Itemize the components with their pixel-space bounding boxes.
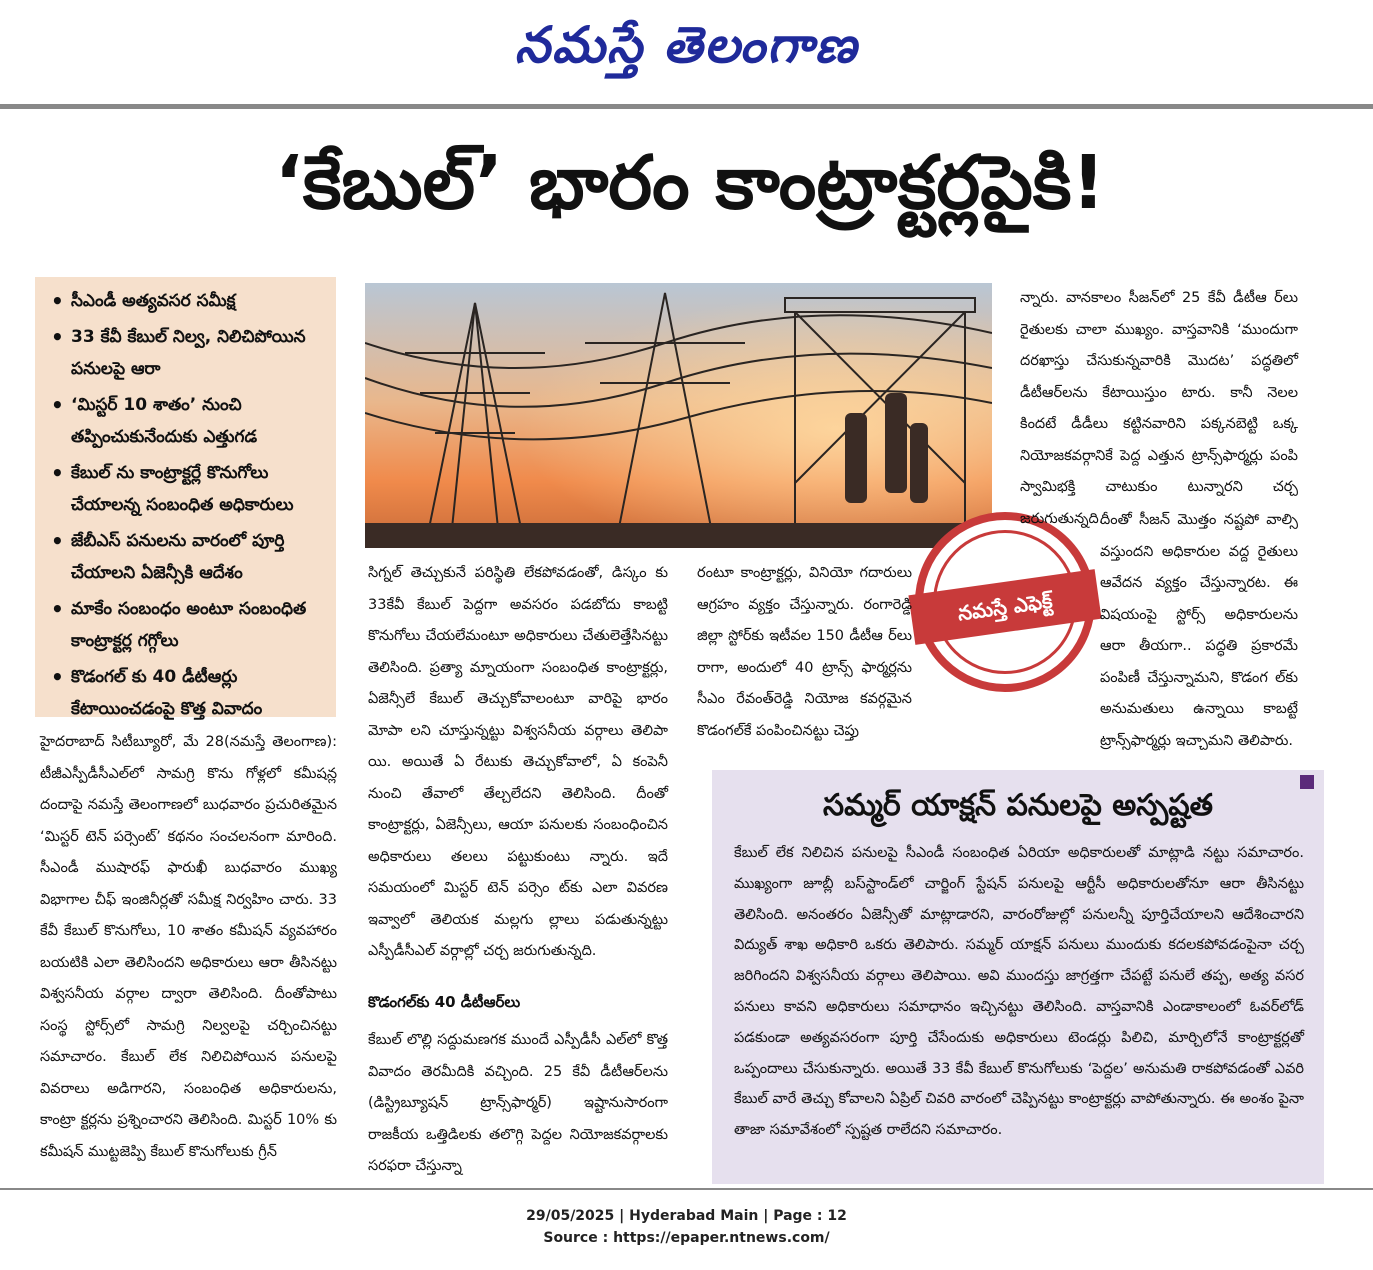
highlight-item: • 33 కేవీ కేబుల్ నిల్వ, నిలిచిపోయిన పనులపై ఆరా — [51, 321, 328, 385]
footer-line-2: Source : https://epaper.ntnews.com/ — [543, 1230, 830, 1246]
masthead-rule — [0, 104, 1373, 109]
footer-line-1: 29/05/2025 | Hyderabad Main | Page : 12 — [526, 1208, 847, 1224]
article-column-4 — [1020, 283, 1298, 535]
footer-rule — [0, 1188, 1373, 1190]
highlight-item: • జేబీఎస్ పనులను వారంలో పూర్తి చేయాలని ఏజెన్సీకి ఆదేశం — [51, 525, 328, 589]
article-column-2 — [368, 558, 668, 968]
highlight-item: • మాకేం సంబంధం అంటూ సంబంధిత కాంట్రాక్టర్ల గగ్గోలు — [51, 593, 328, 657]
highlight-item: • ‘మిస్టర్ 10 శాతం’ నుంచి తప్పించుకునేందుకు ఎత్తుగడ — [51, 389, 328, 453]
box-title: సమ్మర్ యాక్షన్ పనులపై అస్పష్టత — [823, 788, 1213, 823]
column-2-text: సిగ్నల్ తెచ్చుకునే పరిస్థితి లేకపోవడంతో, డిస్కం కు 33కేవీ కేబుల్ పెద్దగా అవసరం పడబోదు కాబట్టి కొనుగోలు చేయలేమంటూ అధికారులు చేతులెత్తేసినట్టు తెలిసింది. ప్రత్యా మ్నాయంగా సంబంధిత కాంట్రాక్టర్లు, ఏజెన్సీలే కేబుల్ తెచ్చుకోవాలంటూ వారిపై భారం మోపా లని చూస్తున్నట్టు విశ్వసనీయ వర్గాలు తెలిపా యి. అయితే ఏ రేటుకు తెచ్చుకోవాలో, ఏ కంపెనీ నుంచి తేవాలో తేల్చలేదని తెలిసింది. దీంతో కాంట్రాక్టర్లు, ఏజెన్సీలు, ఆయా పనులకు సంబంధించిన అధికారులు తలలు పట్టుకుంటు న్నారు. ఇదే సమయంలో మిస్టర్ టెన్ పర్సెం ట్‌కు ఎలా వివరణ ఇవ్వాలో తెలియక మల్లగు ల్లాలు పడుతున్నట్టు ఎస్పీడీసీఎల్ వర్గాల్లో చర్చ జరుగుతున్నది. — [368, 565, 668, 959]
highlight-item: • సీఎండీ అత్యవసర సమీక్ష — [51, 285, 328, 317]
stamp-label: నమస్తే ఎఫెక్ట్ — [908, 569, 1101, 645]
box-body-text: కేబుల్ లేక నిలిచిన పనులపై సీఎండీ సంబంధిత ఏరియా అధికారులతో మాట్లాడి నట్టు సమాచారం. ముఖ్యంగా జూబ్లీ బస్‌స్టాండ్‌లో చార్జింగ్ స్టేషన్ పనులపై ఆర్టీసీ అధికారులతోనూ ఆరా తీసినట్టు తెలిసింది. అనంతరం ఏజెన్సీతో మాట్లాడారని, వారంరోజుల్లో పనులన్నీ పూర్తిచేయాలని ఆదేశించారని విద్యుత్ శాఖ అధికారి ఒకరు తెలిపారు. సమ్మర్ యాక్షన్ పనులు ముందుకు కదలకపోవడంపైనా చర్చ జరిగిందని విశ్వసనీయ వర్గాలు తెలిపాయి. అవి ముందస్తు జాగ్రత్తగా చేపట్టే పనులే తప్ప, అత్య వసర పనులు కావని అధికారులు సమాధానం ఇచ్చినట్టు తెలిసింది. వాస్తవానికి ఎండాకాలంలో ఓవర్‌లోడ్ పడకుండా అత్యవసరంగా పూర్తి చేసేందుకు అధికారులు టెండర్లు పిలిచి, మార్చిలోనే కాంట్రాక్టర్లతో ఒప్పందాలు చేసుకున్నారు. అయితే 33 కేవీ కేబుల్ కొనుగోలుకు ‘పెద్దల’ అనుమతి రాకపోవడంతో ఎవరి కేబుల్ వారే తెచ్చు కోవాలని ఏప్రిల్ చివరి వారంలో చెప్పినట్టు కాంట్రాక్టర్లు వాపోతున్నారు. ఈ అంశం పైనా తాజా సమావేశంలో స్పష్టత రాలేదని సమాచారం. — [734, 845, 1304, 1139]
headline: ‘కేబుల్’ భారం కాంట్రాక్టర్లపైకి! — [274, 140, 1106, 226]
column-1-text: హైదరాబాద్ సిటీబ్యూరో, మే 28(నమస్తే తెలంగాణ): టీజీఎస్పీడీసీఎల్‌లో సామగ్రి కొను గోళ్లలో కమీషన్ల దందాపై నమస్తే తెలంగాణలో బుధవారం ప్రచురితమైన ‘మిస్టర్ టెన్ పర్సెంట్’ కథనం సంచలనంగా మారింది. సీఎండీ ముషారఫ్ ఫారుఖీ బుధవారం ముఖ్య విభాగాల చీఫ్ ఇంజినీర్లతో సమీక్ష నిర్వహిం చారు. 33 కేవీ కేబుల్ కొనుగోలు, 10 శాతం కమీషన్ వ్యవహారం బయటికి ఎలా తెలిసిందని అధికారులు ఆరా తీసినట్టు విశ్వసనీయ వర్గాల ద్వారా తెలిసింది. దీంతోపాటు సంస్థ స్టోర్స్‌లో సామగ్రి నిల్వలపై చర్చించినట్టు సమాచారం. కేబుల్ లేక నిలిచిపోయిన పనులపై వివరాలు అడిగారని, సంబంధిత అధికారులను, కాంట్రా క్టర్లను ప్రశ్నించారని తెలిసింది. మిస్టర్ 10% కు కమీషన్ ముట్టజెప్పి కేబుల్ కొనుగోలుకు గ్రీన్ — [40, 734, 337, 1160]
highlights-list — [51, 285, 328, 725]
highlight-item: • కొడంగల్ కు 40 డీటీఆర్లు కేటాయించడంపై కొత్త వివాదం — [51, 661, 328, 725]
namaste-effect-stamp — [915, 512, 1095, 692]
highlight-item: • కేబుల్ ను కాంట్రాక్టర్లే కొనుగోలు చేయాలన్న సంబంధిత అధికారులు — [51, 457, 328, 521]
summer-action-box — [712, 770, 1324, 1184]
power-towers-photo — [365, 283, 992, 548]
article-column-2b — [368, 1025, 668, 1183]
subheading-kodangal: కొడంగల్‌కు 40 డీటీఆర్‌లు — [368, 993, 521, 1011]
column-4b-text: దీంతో సీజన్ మొత్తం నష్టపో వాల్సి వస్తుందని అధికారుల వద్ద రైతులు ఆవేదన వ్యక్తం చేస్తున్నారట. ఈ విషయంపై స్టోర్స్ అధికారులను ఆరా తీయగా.. పద్ధతి ప్రకారమే పంపిణీ చేస్తున్నామని, కొడంగ ల్‌కు అనుమతులు ఉన్నాయి కాబట్టే ట్రాన్స్‌ఫార్మర్లు ఇచ్చామని తెలిపారు. — [1100, 512, 1298, 749]
column-2b-text: కేబుల్ లొల్లి సద్దుమణగక ముందే ఎస్పీడీసీ ఎల్‌లో కొత్త వివాదం తెరమీదికి వచ్చింది. 25 కేవీ డీటీఆర్‌లను (డిస్ట్రిబ్యూషన్ ట్రాన్స్‌ఫార్మర్) ఇష్టానుసారంగా రాజకీయ ఒత్తిడిలకు తలొగ్గి పెద్దల నియోజకవర్గాలకు సరఫరా చేస్తున్నా — [368, 1032, 668, 1174]
box-body — [734, 838, 1304, 1146]
article-column-4b — [1100, 505, 1298, 757]
article-column-3 — [697, 558, 912, 747]
column-4-text: న్నారు. వానకాలం సీజన్‌లో 25 కేవీ డీటీఆ ర్‌లు రైతులకు చాలా ముఖ్యం. వాస్తవానికి ‘ముందుగా దరఖాస్తు చేసుకున్నవారికి మొదట’ పద్ధతిలో డీటీఆర్‌లను కేటాయిస్తుం టారు. కానీ నెలల కిందటే డీడీలు కట్టినవారిని పక్కనబెట్టి ఒక్క నియోజకవర్గానికే పెద్ద ఎత్తున ట్రాన్స్‌ఫార్మర్లు పంపి స్వామిభక్తి చాటుకుం టున్నారని చర్చ జరుగుతున్నది. — [1020, 290, 1298, 527]
masthead — [0, 10, 1373, 80]
article-column-1 — [40, 727, 337, 1168]
highlights-box — [35, 277, 336, 717]
newspaper-logo: నమస్తే తెలంగాణ — [514, 16, 859, 74]
column-3-text: రంటూ కాంట్రాక్టర్లు, వినియో గదారులు ఆగ్రహం వ్యక్తం చేస్తున్నారు. రంగారెడ్డి జిల్లా స్టోర్‌కు ఇటీవల 150 డీటీఆ ర్‌లు రాగా, అందులో 40 ట్రాన్స్ ఫార్మర్లను సీఎం రేవంత్‌రెడ్డి నియోజ కవర్గమైన కొడంగల్‌కే పంపించినట్టు చెప్తు — [697, 565, 912, 739]
